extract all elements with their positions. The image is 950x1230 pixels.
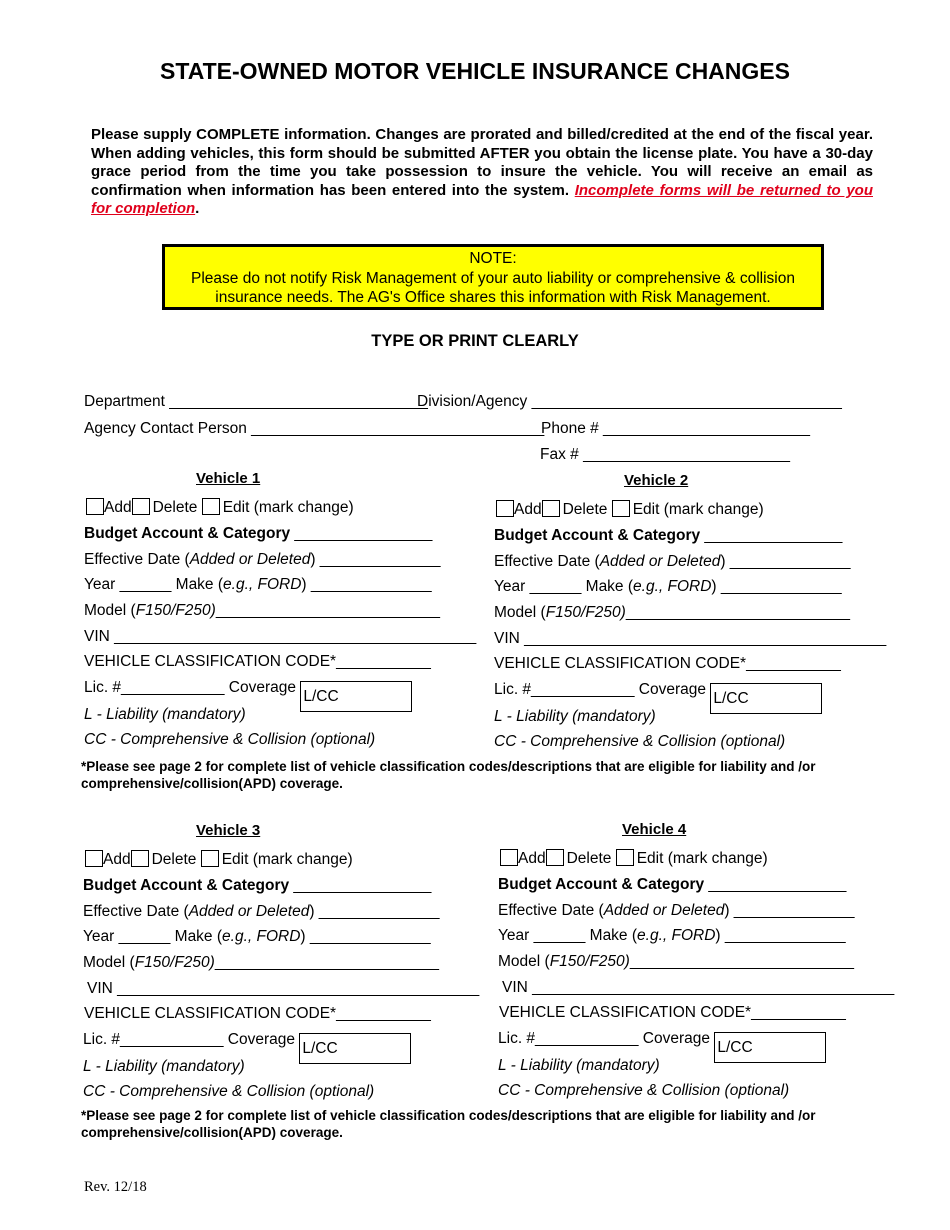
vehicle-2-liability-note: L - Liability (mandatory) [494, 708, 656, 725]
vehicle-3-vin-field[interactable]: VIN __________________________________________ [87, 980, 480, 997]
vehicle-1-classification-field[interactable] [84, 653, 431, 671]
vehicle-4-title: Vehicle 4 [622, 821, 687, 838]
phone-field[interactable]: Phone # ________________________ [541, 420, 810, 437]
model-label: Model ( [494, 604, 546, 621]
classification-label: VEHICLE CLASSIFICATION CODE* [84, 653, 337, 670]
effective-date-label: Effective Date ( [83, 903, 189, 920]
footnote-2: *Please see page 2 for complete list of vehicle classification codes/descriptions that are eligible for liability and /or comprehensive/collision(APD) coverage. [81, 1108, 816, 1140]
vehicle-2-effective-date-field[interactable] [494, 553, 850, 571]
intro-end: . [195, 200, 200, 218]
vehicle-1-liability-note: L - Liability (mandatory) [84, 706, 246, 723]
form-title: STATE-OWNED MOTOR VEHICLE INSURANCE CHANGES [160, 58, 790, 84]
vehicle-4-cc-note: CC - Comprehensive & Collision (optional) [498, 1082, 790, 1099]
delete-checkbox[interactable] [132, 498, 150, 515]
edit-checkbox[interactable] [202, 498, 220, 515]
vehicle-2-classification-field[interactable] [494, 655, 841, 673]
effective-date-label: Effective Date ( [498, 902, 604, 919]
budget-label: Budget Account & Category [498, 876, 705, 893]
effective-date-hint: Added or Deleted [189, 551, 311, 568]
coverage-box[interactable]: L/CC [714, 1032, 826, 1063]
vehicle-4-classification-field[interactable] [499, 1004, 846, 1022]
make-line: ) ______________ [711, 578, 842, 595]
make-line: ) ______________ [715, 927, 846, 944]
year-make-label: Year ______ Make ( [494, 578, 634, 595]
note-box [162, 244, 824, 310]
budget-line: ________________ [704, 876, 847, 893]
make-hint: e.g., FORD [222, 928, 301, 945]
vehicle-3-effective-date-field[interactable] [83, 903, 439, 921]
effective-date-line: ) ______________ [724, 902, 855, 919]
delete-checkbox[interactable] [542, 500, 560, 517]
classification-line: ___________ [336, 653, 431, 670]
edit-checkbox[interactable] [612, 500, 630, 517]
model-label: Model ( [84, 602, 136, 619]
footnote-1: *Please see page 2 for complete list of vehicle classification codes/descriptions that are eligible for liability and /or comprehensive/collision(APD) coverage. [81, 759, 816, 791]
make-line: ) ______________ [300, 928, 431, 945]
add-label: Add [518, 850, 546, 867]
model-label: Model ( [498, 953, 550, 970]
year-make-label: Year ______ Make ( [498, 927, 638, 944]
vehicle-4-vin-field[interactable]: VIN __________________________________________ [502, 979, 895, 996]
model-line: __________________________ [629, 953, 854, 970]
effective-date-hint: Added or Deleted [188, 903, 310, 920]
vehicle-2-title: Vehicle 2 [624, 472, 689, 489]
add-label: Add [104, 499, 132, 516]
vehicle-3-action-row [85, 850, 353, 869]
vehicle-3-year-make-field[interactable] [83, 928, 431, 946]
intro-warning: Incomplete forms will be returned to you for completion [91, 181, 873, 218]
vehicle-2-model-field[interactable] [494, 604, 850, 622]
vehicle-3-classification-field[interactable] [84, 1005, 431, 1023]
effective-date-hint: Added or Deleted [599, 553, 721, 570]
note-body: Please do not notify Risk Management of your auto liability or comprehensive & collision insurance needs. The AG's Office shares this information with Risk Management. [191, 269, 795, 306]
year-make-label: Year ______ Make ( [84, 576, 224, 593]
vehicle-4-action-row [500, 849, 768, 868]
make-line: ) ______________ [301, 576, 432, 593]
vehicle-4-year-make-field[interactable] [498, 927, 846, 945]
classification-label: VEHICLE CLASSIFICATION CODE* [84, 1005, 337, 1022]
budget-line: ________________ [289, 877, 432, 894]
vehicle-2-vin-field[interactable]: VIN __________________________________________ [494, 630, 887, 647]
edit-label: Edit (mark change) [632, 501, 764, 518]
edit-checkbox[interactable] [201, 850, 219, 867]
make-hint: e.g., FORD [633, 578, 712, 595]
model-hint: F150/F250) [135, 602, 216, 619]
classification-line: ___________ [746, 655, 841, 672]
edit-checkbox[interactable] [616, 849, 634, 866]
budget-line: ________________ [700, 527, 843, 544]
vehicle-1-action-row [86, 498, 354, 517]
delete-label: Delete [562, 501, 608, 518]
add-checkbox[interactable] [496, 500, 514, 517]
vehicle-4-effective-date-field[interactable] [498, 902, 854, 920]
intro-text [91, 126, 873, 219]
vehicle-3-title: Vehicle 3 [196, 822, 261, 839]
effective-date-line: ) ______________ [309, 903, 440, 920]
effective-date-label: Effective Date ( [494, 553, 600, 570]
license-label[interactable]: Lic. #____________ Coverage [84, 679, 297, 696]
budget-label: Budget Account & Category [84, 525, 291, 542]
model-line: __________________________ [625, 604, 850, 621]
license-label[interactable]: Lic. #____________ Coverage [83, 1031, 296, 1048]
vehicle-2-year-make-field[interactable] [494, 578, 842, 596]
effective-date-line: ) ______________ [720, 553, 851, 570]
classification-label: VEHICLE CLASSIFICATION CODE* [494, 655, 747, 672]
effective-date-hint: Added or Deleted [603, 902, 725, 919]
vehicle-4-model-field[interactable] [498, 953, 854, 971]
edit-label: Edit (mark change) [221, 851, 353, 868]
model-hint: F150/F250) [545, 604, 626, 621]
note-heading: NOTE: [469, 250, 517, 267]
delete-checkbox[interactable] [131, 850, 149, 867]
revision-label: Rev. 12/18 [84, 1179, 147, 1195]
effective-date-label: Effective Date ( [84, 551, 190, 568]
model-line: __________________________ [215, 602, 440, 619]
model-label: Model ( [83, 954, 135, 971]
classification-line: ___________ [751, 1004, 846, 1021]
budget-label: Budget Account & Category [83, 877, 290, 894]
intro-body: Please supply COMPLETE information. Changes are prorated and billed/credited at the end of the fiscal year. When adding vehicles, this form should be submitted AFTER you obtain the license plate. You have a 30-day grace period from the time you take possession to insure the vehicle. You will receive an email as confirmation when information has been entered into the system. [91, 126, 873, 199]
vehicle-1-budget-field[interactable] [84, 525, 432, 543]
add-label: Add [103, 851, 131, 868]
vehicle-1-vin-field[interactable]: VIN __________________________________________ [84, 628, 477, 645]
budget-label: Budget Account & Category [494, 527, 701, 544]
vehicle-2-budget-field[interactable] [494, 527, 842, 545]
vehicle-4-budget-field[interactable] [498, 876, 846, 894]
year-make-label: Year ______ Make ( [83, 928, 223, 945]
edit-label: Edit (mark change) [636, 850, 768, 867]
license-label[interactable]: Lic. #____________ Coverage [494, 681, 707, 698]
vehicle-4-liability-note: L - Liability (mandatory) [498, 1057, 660, 1074]
vehicle-3-liability-note: L - Liability (mandatory) [83, 1058, 245, 1075]
vehicle-1-model-field[interactable] [84, 602, 440, 620]
effective-date-line: ) ______________ [310, 551, 441, 568]
vehicle-1-title: Vehicle 1 [196, 470, 261, 487]
contact-person-field[interactable]: Agency Contact Person __________________________________ [84, 420, 545, 437]
vehicle-3-model-field[interactable] [83, 954, 439, 972]
add-label: Add [514, 501, 542, 518]
fax-field[interactable]: Fax # ________________________ [540, 446, 790, 463]
delete-label: Delete [151, 851, 197, 868]
add-checkbox[interactable] [85, 850, 103, 867]
vehicle-2-action-row [496, 500, 764, 519]
coverage-box[interactable]: L/CC [710, 683, 822, 714]
vehicle-1-effective-date-field[interactable] [84, 551, 440, 569]
division-field[interactable]: Division/Agency ____________________________________ [417, 393, 842, 410]
coverage-box[interactable]: L/CC [300, 681, 412, 712]
make-hint: e.g., FORD [223, 576, 302, 593]
coverage-box[interactable]: L/CC [299, 1033, 411, 1064]
delete-label: Delete [152, 499, 198, 516]
edit-label: Edit (mark change) [222, 499, 354, 516]
add-checkbox[interactable] [86, 498, 104, 515]
classification-label: VEHICLE CLASSIFICATION CODE* [499, 1004, 752, 1021]
model-hint: F150/F250) [134, 954, 215, 971]
vehicle-3-budget-field[interactable] [83, 877, 431, 895]
type-print-heading: TYPE OR PRINT CLEARLY [371, 332, 579, 350]
delete-checkbox[interactable] [546, 849, 564, 866]
add-checkbox[interactable] [500, 849, 518, 866]
delete-label: Delete [566, 850, 612, 867]
vehicle-1-year-make-field[interactable] [84, 576, 432, 594]
budget-line: ________________ [290, 525, 433, 542]
vehicle-3-cc-note: CC - Comprehensive & Collision (optional) [83, 1083, 375, 1100]
license-label[interactable]: Lic. #____________ Coverage [498, 1030, 711, 1047]
model-line: __________________________ [214, 954, 439, 971]
make-hint: e.g., FORD [637, 927, 716, 944]
classification-line: ___________ [336, 1005, 431, 1022]
vehicle-1-cc-note: CC - Comprehensive & Collision (optional) [84, 731, 376, 748]
model-hint: F150/F250) [549, 953, 630, 970]
vehicle-2-cc-note: CC - Comprehensive & Collision (optional) [494, 733, 786, 750]
department-field[interactable]: Department ______________________________ [84, 393, 428, 410]
